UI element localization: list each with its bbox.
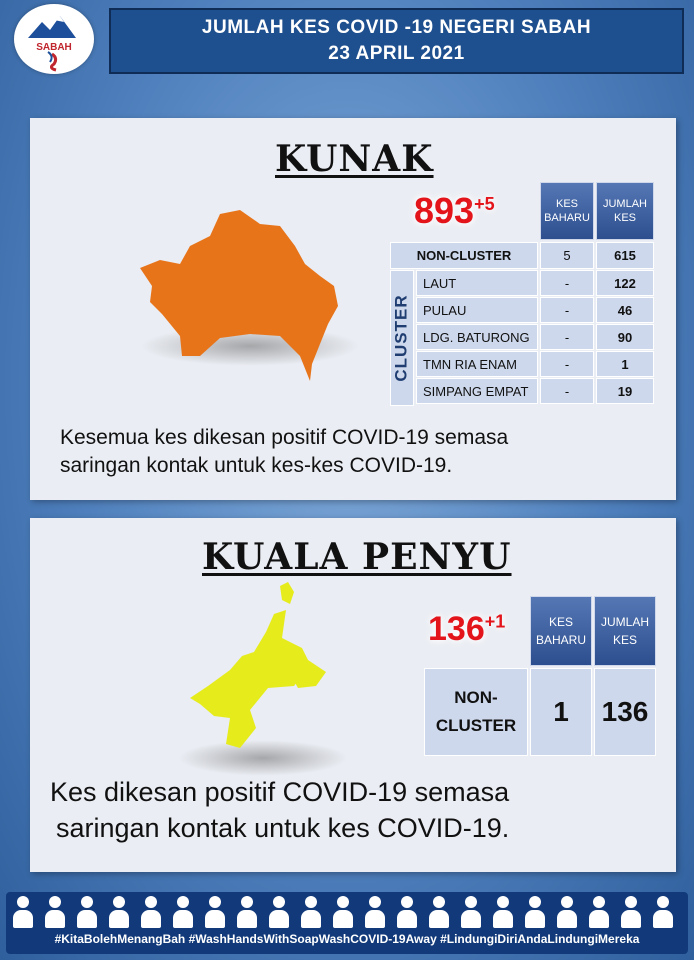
caption-line-1: Kes dikesan positif COVID-19 semasa xyxy=(50,777,510,807)
person-icon xyxy=(620,896,642,928)
non-cluster-label xyxy=(424,668,528,756)
cluster-name: LAUT xyxy=(416,270,538,296)
person-icon xyxy=(172,896,194,928)
hashtag-footer xyxy=(6,892,688,954)
person-icon xyxy=(396,896,418,928)
person-icon xyxy=(140,896,162,928)
cluster-total: 1 xyxy=(596,351,654,377)
kunak-panel xyxy=(30,118,676,500)
sabah-health-logo xyxy=(14,4,94,74)
cluster-vertical-label xyxy=(390,270,414,406)
district-title: KUALA PENYU xyxy=(202,536,512,578)
person-icon xyxy=(364,896,386,928)
new-value: +1 xyxy=(484,611,506,632)
total-value: 136 xyxy=(428,610,485,648)
person-icon xyxy=(492,896,514,928)
cluster-total: 46 xyxy=(596,297,654,323)
cluster-new: - xyxy=(540,378,594,404)
person-icon xyxy=(12,896,34,928)
kuala-penyu-caption xyxy=(50,774,509,846)
non-cluster-total: 136 xyxy=(594,668,656,756)
district-title: KUNAK xyxy=(275,138,434,180)
header-new-cases xyxy=(530,596,592,666)
non-cluster-total: 615 xyxy=(596,242,654,269)
person-icon xyxy=(268,896,290,928)
cluster-new: - xyxy=(540,324,594,350)
cluster-label-text: CLUSTER xyxy=(392,294,411,382)
kuala-penyu-map-icon xyxy=(170,578,330,758)
cluster-new: - xyxy=(540,270,594,296)
non-cluster-new: 5 xyxy=(540,242,594,269)
person-icon xyxy=(44,896,66,928)
kuala-penyu-panel xyxy=(30,518,676,872)
header-total-line2: KES xyxy=(612,633,637,647)
header-new-line1: KES xyxy=(555,198,578,210)
header-new-line2: BAHARU xyxy=(544,212,590,224)
frontliner-figures xyxy=(12,896,674,928)
header-date: 23 APRIL 2021 xyxy=(328,43,465,64)
cluster-name: LDG. BATURONG xyxy=(416,324,538,350)
page-header xyxy=(109,8,684,74)
cluster-new: - xyxy=(540,297,594,323)
person-icon xyxy=(76,896,98,928)
person-icon xyxy=(236,896,258,928)
header-new-line1: KES xyxy=(548,615,573,629)
person-icon xyxy=(460,896,482,928)
cluster-name: TMN RIA ENAM xyxy=(416,351,538,377)
header-new-line2: BAHARU xyxy=(535,633,586,647)
caption-line-2: saringan kontak untuk kes-kes COVID-19. xyxy=(60,454,453,477)
mountain-logo-icon xyxy=(14,4,94,74)
person-icon xyxy=(524,896,546,928)
header-total-cases xyxy=(596,182,654,240)
person-icon xyxy=(332,896,354,928)
person-icon xyxy=(556,896,578,928)
person-icon xyxy=(428,896,450,928)
new-value: +5 xyxy=(474,194,495,214)
person-icon xyxy=(300,896,322,928)
person-icon xyxy=(204,896,226,928)
caption-line-1: Kesemua kes dikesan positif COVID-19 semasa xyxy=(60,426,509,449)
cluster-new: - xyxy=(540,351,594,377)
cluster-name: PULAU xyxy=(416,297,538,323)
header-total-line1: JUMLAH xyxy=(602,198,647,210)
non-cluster-line2: CLUSTER xyxy=(435,716,517,735)
cluster-total: 122 xyxy=(596,270,654,296)
person-icon xyxy=(108,896,130,928)
non-cluster-new: 1 xyxy=(530,668,592,756)
non-cluster-label: NON-CLUSTER xyxy=(390,242,538,269)
header-title: JUMLAH KES COVID -19 NEGERI SABAH xyxy=(201,17,592,38)
kunak-caption xyxy=(60,424,508,480)
header-total-line2: KES xyxy=(613,212,636,224)
header-total-line1: JUMLAH xyxy=(600,615,649,629)
cluster-total: 19 xyxy=(596,378,654,404)
footer-hashtags: #KitaBolehMenangBah #WashHandsWithSoapWashCOVID-19Away #LindungiDiriAndaLindungiMereka xyxy=(54,932,640,946)
person-icon xyxy=(588,896,610,928)
kunak-total-cases xyxy=(414,190,495,232)
kunak-map-icon xyxy=(110,206,350,396)
total-value: 893 xyxy=(414,190,475,231)
logo-text: SABAH xyxy=(36,42,72,53)
kuala-penyu-total-cases xyxy=(428,610,505,649)
caption-line-2: saringan kontak untuk kes COVID-19. xyxy=(56,813,510,843)
cluster-name: SIMPANG EMPAT xyxy=(416,378,538,404)
header-total-cases xyxy=(594,596,656,666)
cluster-total: 90 xyxy=(596,324,654,350)
person-icon xyxy=(652,896,674,928)
header-new-cases xyxy=(540,182,594,240)
non-cluster-line1: NON- xyxy=(454,688,498,707)
